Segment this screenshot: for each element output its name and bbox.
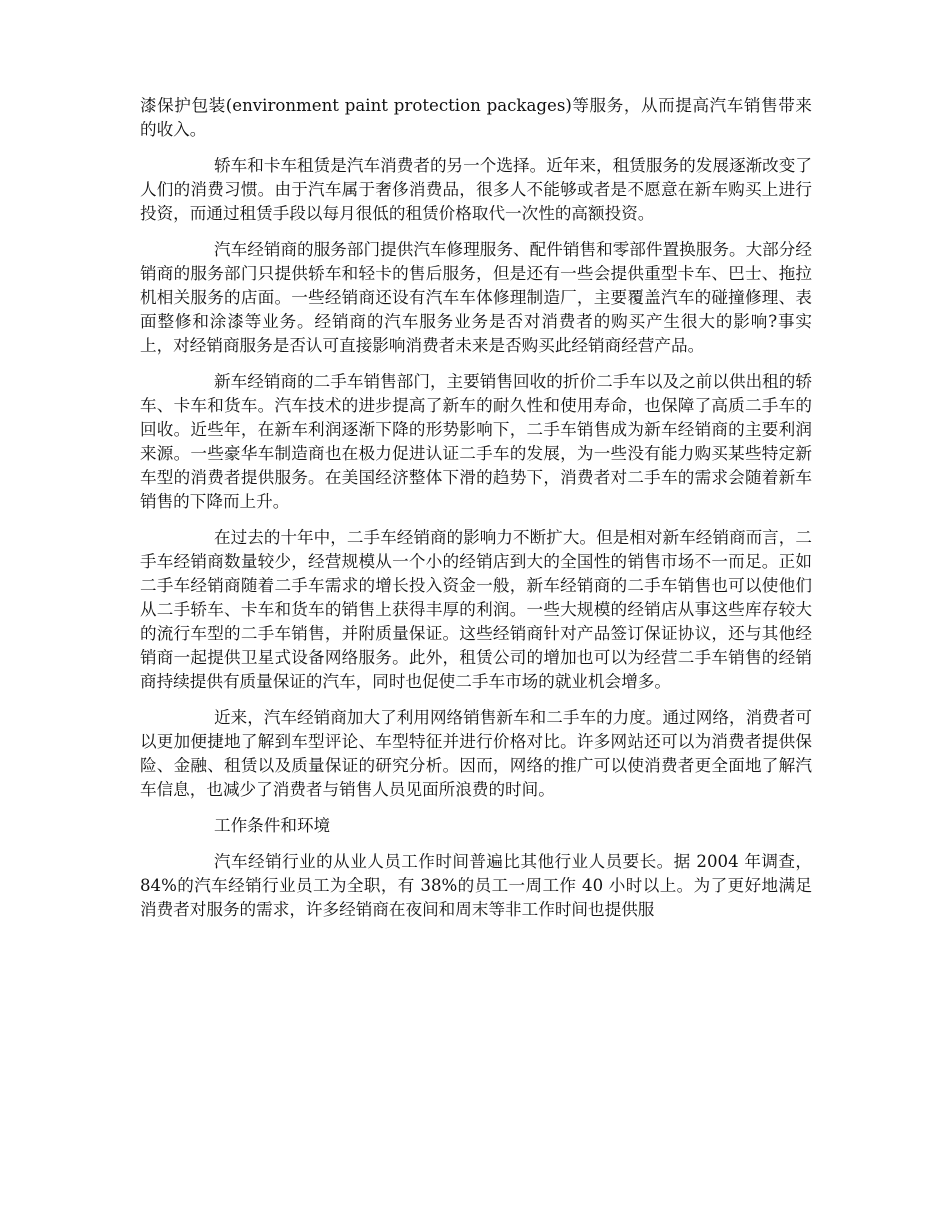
paragraph-used-car-department: 新车经销商的二手车销售部门，主要销售回收的折价二手车以及之前以供出租的轿车、卡车和货车。汽车技术的进步提高了新车的耐久性和使用寿命，也保障了高质二手车的回收。近些年，在新车利润逐渐下降的形势影响下，二手车销售成为新车经销商的主要利润来源。一些豪华车制造商也在极力促进认证二手车的发展，为一些没有能力购买某些特定新车型的消费者提供服务。在美国经济整体下滑的趋势下，消费者对二手车的需求会随着新车销售的下降而上升。 (140, 372, 812, 511)
section-heading: 工作条件和环境 (214, 816, 331, 835)
document-page (140, 94, 812, 934)
paragraph-continuation: 漆保护包装(environment paint protection packages)等服务，从而提高汽车销售带来的收入。 (140, 96, 812, 139)
paragraph-working-hours: 汽车经销行业的从业人员工作时间普遍比其他行业人员要长。据 2004 年调查，84%的汽车经销行业员工为全职，有 38%的员工一周工作 40 小时以上。为了更好地满足消费者对服务的需求，许多经销商在夜间和周末等非工作时间也提供服 (140, 852, 812, 919)
paragraph-service-department: 汽车经销商的服务部门提供汽车修理服务、配件销售和零部件置换服务。大部分经销商的服务部门只提供轿车和轻卡的售后服务，但是还有一些会提供重型卡车、巴士、拖拉机相关服务的店面。一些经销商还设有汽车车体修理制造厂，主要覆盖汽车的碰撞修理、表面整修和涂漆等业务。经销商的汽车服务业务是否对消费者的购买产生很大的影响?事实上，对经销商服务是否认可直接影响消费者未来是否购买此经销商经营产品。 (140, 240, 812, 355)
paragraph-online-sales: 近来，汽车经销商加大了利用网络销售新车和二手车的力度。通过网络，消费者可以更加便捷地了解到车型评论、车型特征并进行价格对比。许多网站还可以为消费者提供保险、金融、租赁以及质量保证的研究分析。因而，网络的推广可以使消费者更全面地了解汽车信息，也减少了消费者与销售人员见面所浪费的时间。 (140, 708, 812, 799)
paragraph-used-car-dealers: 在过去的十年中，二手车经销商的影响力不断扩大。但是相对新车经销商而言，二手车经销商数量较少，经营规模从一个小的经销店到大的全国性的销售市场不一而足。正如二手车经销商随着二手车需求的增长投入资金一般，新车经销商的二手车销售也可以使他们从二手轿车、卡车和货车的销售上获得丰厚的利润。一些大规模的经销店从事这些库存较大的流行车型的二手车销售，并附质量保证。这些经销商针对产品签订保证协议，还与其他经销商一起提供卫星式设备网络服务。此外，租赁公司的增加也可以为经营二手车销售的经销商持续提供有质量保证的汽车，同时也促使二手车市场的就业机会增多。 (140, 528, 812, 691)
paragraph-leasing: 轿车和卡车租赁是汽车消费者的另一个选择。近年来，租赁服务的发展逐渐改变了人们的消费习惯。由于汽车属于奢侈消费品，很多人不能够或者是不愿意在新车购买上进行投资，而通过租赁手段以每月很低的租赁价格取代一次性的高额投资。 (140, 156, 812, 223)
